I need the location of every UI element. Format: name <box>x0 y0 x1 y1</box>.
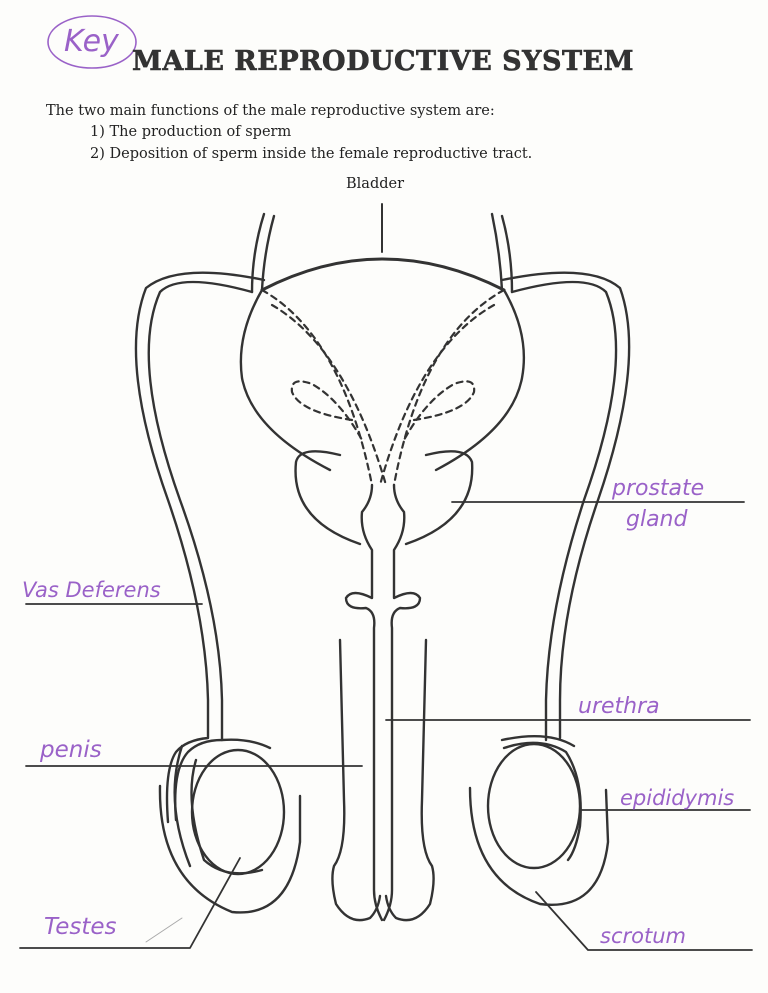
prostate-label-line1: prostate <box>612 476 705 501</box>
intro-text: The two main functions of the male reproductive system are: <box>46 103 495 119</box>
key-annotation: Key <box>64 24 119 59</box>
urethra-shape <box>346 485 420 920</box>
left-scrotum <box>160 786 300 912</box>
urethra-label: urethra <box>578 694 660 719</box>
right-testis <box>488 736 581 868</box>
bladder-label: Bladder <box>346 176 405 192</box>
penis-label: penis <box>40 737 102 763</box>
epididymis-label: epididymis <box>620 786 735 810</box>
prostate-label-line2: gland <box>626 507 688 532</box>
vas-deferens-label: Vas Deferens <box>22 578 161 602</box>
vas-deferens-left <box>136 273 270 822</box>
vas-deferens-right <box>502 273 629 740</box>
function-item-1: 1) The production of sperm <box>90 124 292 140</box>
scrotum-label: scrotum <box>600 924 686 948</box>
function-item-2: 2) Deposition of sperm inside the female reproductive tract. <box>90 146 533 162</box>
pencil-stray-mark <box>146 918 182 942</box>
right-scrotum <box>470 788 608 905</box>
penis-shape <box>332 640 433 920</box>
testes-label: Testes <box>44 914 117 940</box>
page-title: MALE REPRODUCTIVE SYSTEM <box>132 46 635 77</box>
